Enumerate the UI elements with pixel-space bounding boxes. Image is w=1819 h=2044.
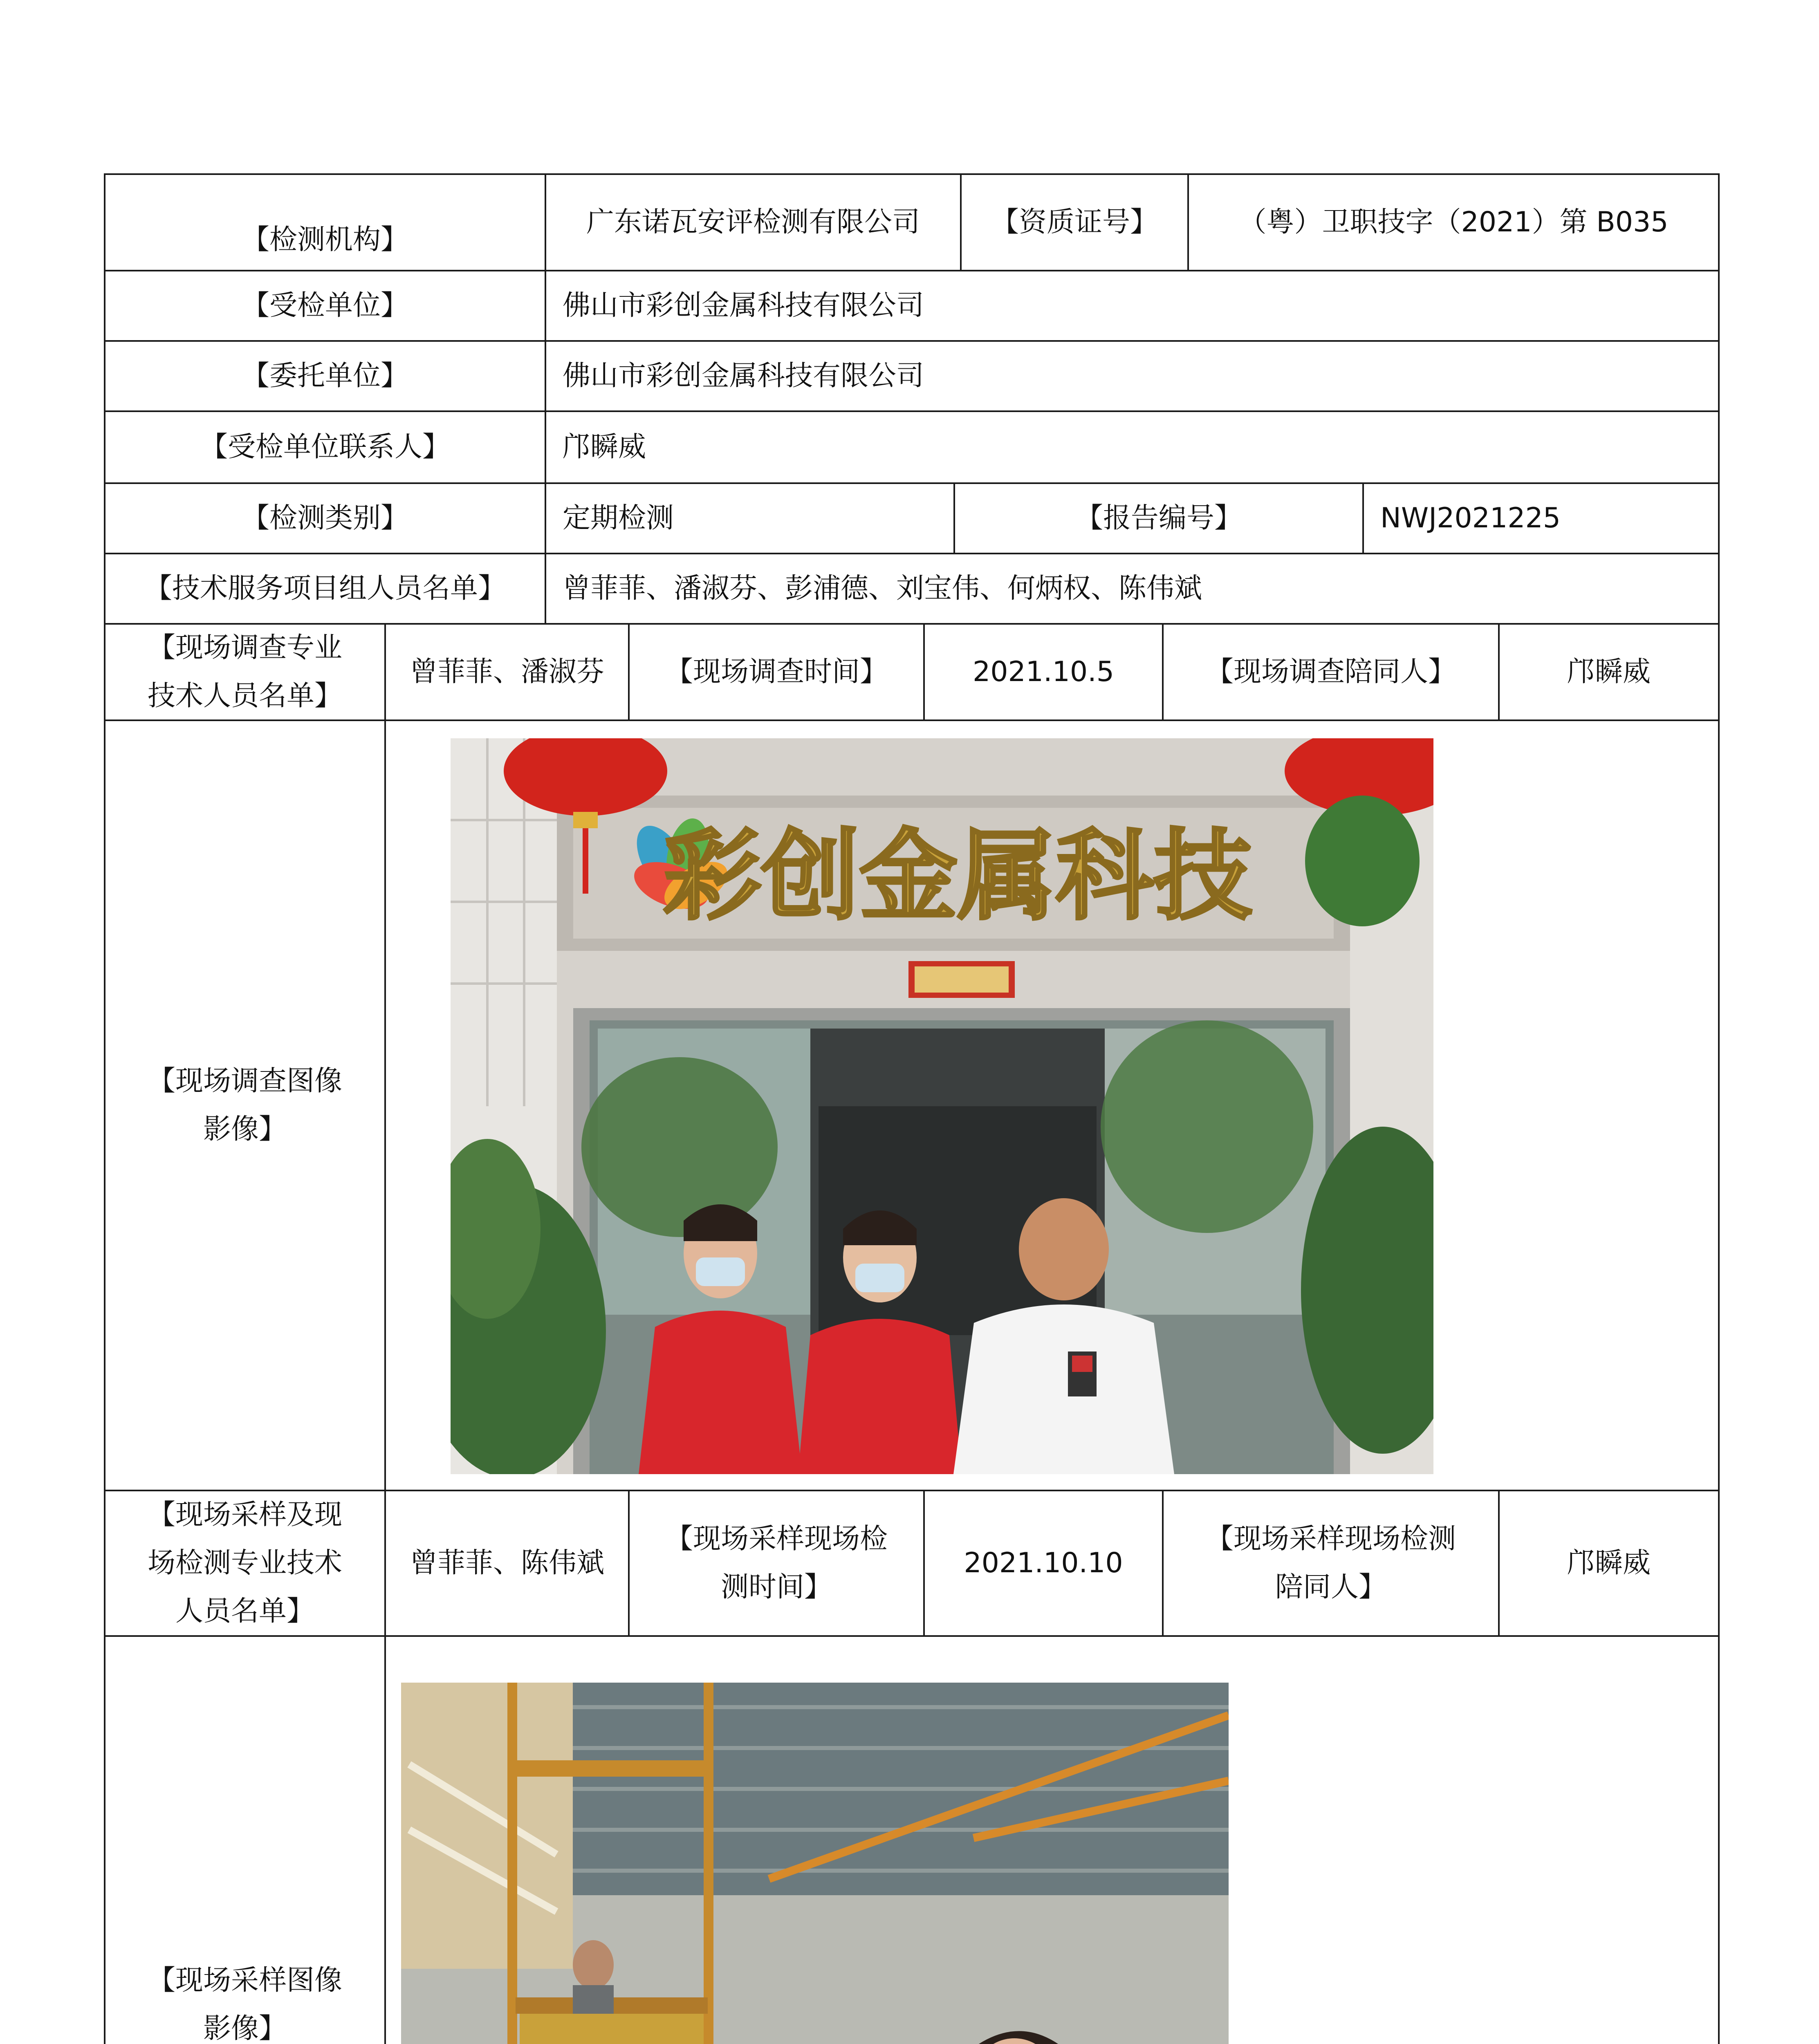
client-unit-label: 【委托单位】	[104, 340, 546, 412]
team-value: 曾菲菲、潘淑芬、彭浦德、刘宝伟、何炳权、陈伟斌	[545, 553, 1720, 625]
sampling-time-value: 2021.10.10	[923, 1490, 1164, 1637]
inspected-unit-label: 【受检单位】	[104, 270, 546, 342]
report-no-value: NWJ2021225	[1362, 482, 1720, 554]
category-label: 【检测类别】	[104, 482, 546, 554]
sampling-staff-label: 【现场采样及现 场检测专业技术 人员名单】	[104, 1490, 386, 1637]
institution-label: 【检测机构】	[104, 173, 546, 271]
sampling-escort-value: 邝瞬威	[1498, 1490, 1720, 1637]
company-sign-text: 彩创金属科技	[663, 819, 1252, 933]
team-label: 【技术服务项目组人员名单】	[104, 553, 546, 625]
sampling-staff-value: 曾菲菲、陈伟斌	[384, 1490, 630, 1637]
survey-image-label: 【现场调查图像 影像】	[104, 719, 386, 1491]
report-no-label: 【报告编号】	[953, 482, 1364, 554]
sampling-image-label: 【现场采样图像 影像】	[104, 1635, 386, 2044]
sampling-photo	[401, 1683, 1229, 2044]
survey-staff-value: 曾菲菲、潘淑芬	[384, 623, 630, 721]
survey-time-label: 【现场调查时间】	[628, 623, 925, 721]
survey-escort-value: 邝瞬威	[1498, 623, 1720, 721]
sampling-escort-label: 【现场采样现场检测 陪同人】	[1162, 1490, 1500, 1637]
client-unit-value: 佛山市彩创金属科技有限公司	[545, 340, 1720, 412]
survey-staff-label: 【现场调查专业 技术人员名单】	[104, 623, 386, 721]
sampling-time-label: 【现场采样现场检 测时间】	[628, 1490, 925, 1637]
qualification-value: （粤）卫职技字（2021）第 B035	[1187, 173, 1720, 271]
survey-time-value: 2021.10.5	[923, 623, 1164, 721]
survey-photo	[451, 738, 1433, 1474]
contact-label: 【受检单位联系人】	[104, 410, 546, 484]
contact-value: 邝瞬威	[545, 410, 1720, 484]
inspected-unit-value: 佛山市彩创金属科技有限公司	[545, 270, 1720, 342]
institution-value: 广东诺瓦安评检测有限公司	[545, 173, 962, 271]
survey-escort-label: 【现场调查陪同人】	[1162, 623, 1500, 721]
category-value: 定期检测	[545, 482, 955, 554]
qualification-label: 【资质证号】	[960, 173, 1189, 271]
